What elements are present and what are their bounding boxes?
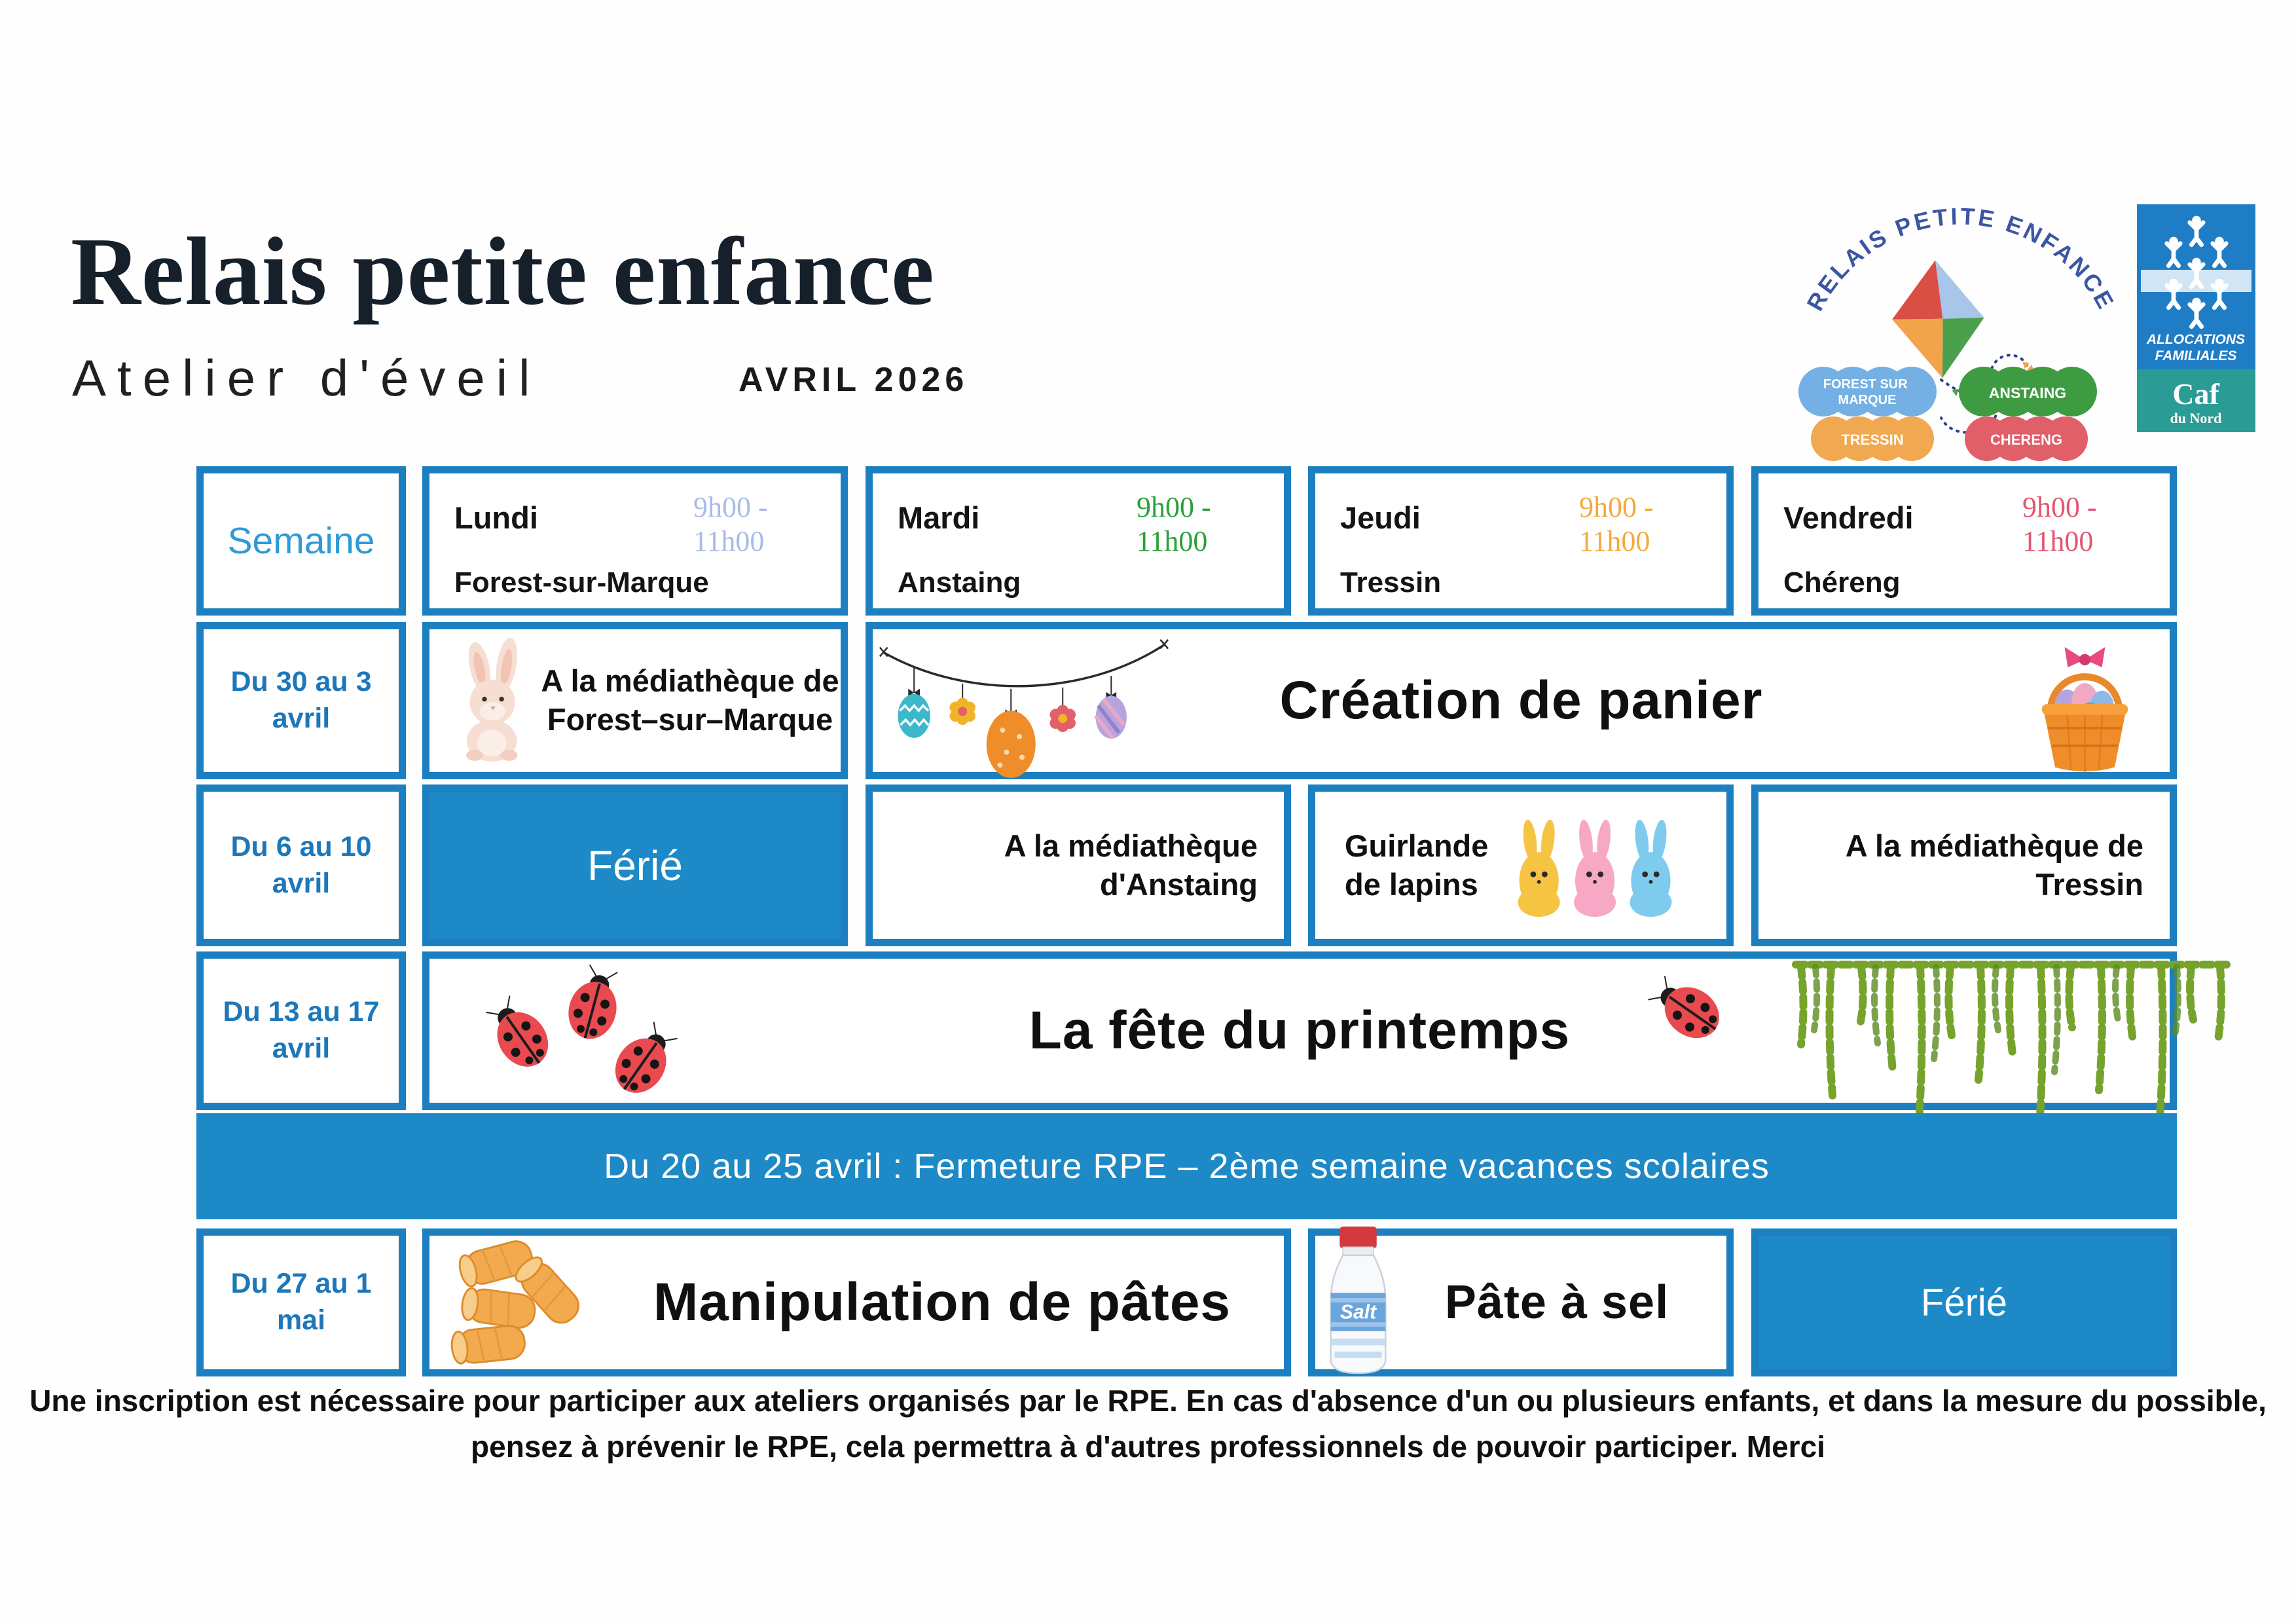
activity-text: Création de panier	[1279, 671, 1763, 730]
hours-line: 9h00 -	[1137, 491, 1211, 523]
closure-banner-text: Du 20 au 25 avril : Fermeture RPE – 2ème semaine vacances scolaires	[604, 1147, 1770, 1186]
ladybugs-icon	[475, 959, 685, 1109]
ladybug-icon	[1644, 964, 1736, 1056]
week-range	[230, 664, 371, 737]
rpe-kite-icon	[1787, 195, 2134, 465]
caf-org-line1: ALLOCATIONS	[2146, 332, 2246, 347]
badge-label: CHERENG	[1990, 432, 2063, 448]
day-location: Anstaing	[898, 566, 1021, 599]
hours-line: 9h00 -	[1579, 491, 1654, 523]
week-cell-2	[196, 784, 406, 946]
activity-manipulation-pates	[422, 1228, 1291, 1376]
activity-line: d'Anstaing	[1100, 866, 1258, 902]
badge-tressin	[1811, 416, 1934, 461]
salt-label: Salt	[1339, 1301, 1377, 1323]
day-name: Lundi	[454, 500, 538, 535]
hours-line: 9h00 -	[2022, 491, 2097, 523]
day-hours	[1579, 490, 1700, 559]
holiday-label: Férié	[1920, 1281, 2008, 1324]
hours-line: 9h00 -	[693, 491, 768, 523]
activity-line: A la médiathèque	[1004, 828, 1258, 863]
salt-bottle-icon	[1322, 1225, 1395, 1378]
week-range	[230, 1266, 371, 1339]
activity-line: A la médiathèque de	[1845, 828, 2143, 863]
peep-bunnies-icon	[1510, 807, 1682, 925]
badge-forest-sur-marque	[1798, 367, 1937, 416]
badge-label: MARQUE	[1838, 393, 1897, 407]
egg-garland-icon	[877, 628, 1171, 780]
caf-name: Caf	[2172, 377, 2219, 411]
week-range-line: Du 13 au 17	[223, 996, 380, 1028]
activity-fete-printemps	[422, 951, 2177, 1110]
badge-label: ANSTAING	[1988, 384, 2067, 401]
page-title: Relais petite enfance	[71, 218, 935, 325]
hours-line: 11h00	[2022, 525, 2094, 557]
week-header-label: Semaine	[227, 520, 375, 562]
activity-text	[1846, 827, 2143, 904]
activity-creation-panier	[866, 622, 2177, 779]
garland-flower-icon	[1049, 705, 1075, 731]
badge-chereng	[1965, 416, 2088, 461]
week-header-cell	[196, 466, 406, 616]
week-cell-1	[196, 622, 406, 779]
week-range-line: avril	[272, 1033, 331, 1064]
caf-org-line2: FAMILIALES	[2155, 348, 2237, 363]
badge-label: FOREST SUR	[1823, 377, 1908, 392]
hours-line: 11h00	[1579, 525, 1650, 557]
activity-line: A la médiathèque de	[541, 663, 839, 699]
day-location: Forest-sur-Marque	[454, 566, 709, 599]
footer-note-line1: Une inscription est nécessaire pour participer aux ateliers organisés par le RPE. En cas d'absence d'un ou plusieurs enfants, et dans la mesure du possible,	[29, 1384, 2267, 1418]
activity-text	[539, 662, 841, 739]
activity-mediatheque-fsm	[422, 622, 848, 779]
week-range-line: Du 30 au 3	[230, 666, 372, 698]
day-name: Vendredi	[1783, 500, 1914, 535]
kite-icon	[1886, 256, 1990, 383]
garland-flower-icon	[949, 698, 975, 725]
holiday-cell-friday	[1751, 1228, 2177, 1376]
activity-line: Guirlande	[1345, 828, 1489, 863]
day-name: Jeudi	[1340, 500, 1421, 535]
easter-basket-icon	[2028, 629, 2142, 781]
day-header-jeudi	[1308, 466, 1734, 616]
week-range-line: Du 27 au 1	[230, 1268, 372, 1300]
activity-line: Tressin	[2035, 866, 2143, 902]
pasta-icon	[440, 1237, 600, 1368]
week-range-line: avril	[272, 867, 331, 899]
day-header-vendredi	[1751, 466, 2177, 616]
week-range-line: avril	[272, 703, 331, 734]
closure-banner	[196, 1113, 2177, 1219]
activity-text	[1004, 827, 1258, 904]
activity-pate-a-sel	[1308, 1228, 1734, 1376]
holiday-label: Férié	[587, 841, 683, 889]
caf-logo	[2136, 204, 2257, 434]
hours-line: 11h00	[1137, 525, 1208, 557]
day-hours	[693, 490, 814, 559]
activity-mediatheque-anstaing	[866, 784, 1291, 946]
caf-region: du Nord	[2170, 410, 2222, 426]
activity-line: Forest–sur–Marque	[547, 702, 833, 737]
activity-line: de lapins	[1345, 866, 1478, 902]
activity-text: Manipulation de pâtes	[653, 1272, 1231, 1332]
bunny-icon	[448, 638, 539, 764]
day-hours	[2022, 490, 2143, 559]
week-range-line: mai	[276, 1304, 326, 1336]
activity-guirlande-lapins	[1308, 784, 1734, 946]
badge-anstaing	[1959, 367, 2097, 416]
day-location: Chéreng	[1783, 566, 1901, 599]
hanging-vines-icon	[1789, 961, 2234, 1137]
day-header-mardi	[866, 466, 1291, 616]
day-hours	[1137, 490, 1258, 559]
badge-label: TRESSIN	[1841, 432, 1904, 448]
day-name: Mardi	[898, 500, 980, 535]
rpe-arc-text: RELAIS PETITE ENFANCE	[1801, 202, 2121, 316]
caf-logo-icon	[2136, 204, 2257, 434]
month-label: AVRIL 2026	[738, 361, 969, 399]
activity-mediatheque-tressin	[1751, 784, 2177, 946]
page-subtitle: Atelier d'éveil	[72, 349, 541, 407]
activity-text: La fête du printemps	[1029, 1001, 1571, 1060]
week-range	[230, 829, 371, 902]
day-header-lundi	[422, 466, 848, 616]
activity-text	[1315, 827, 1488, 904]
rpe-logo	[1787, 195, 2134, 465]
holiday-cell-monday	[422, 784, 848, 946]
week-range	[223, 994, 380, 1067]
week-range-line: Du 6 au 10	[230, 830, 372, 862]
activity-text: Pâte à sel	[1444, 1276, 1669, 1329]
footer-note-line2: pensez à prévenir le RPE, cela permettra à d'autres professionnels de pouvoir participer. Merci	[471, 1430, 1825, 1464]
week-cell-4	[196, 1228, 406, 1376]
day-location: Tressin	[1340, 566, 1442, 599]
hours-line: 11h00	[693, 525, 765, 557]
week-cell-3	[196, 951, 406, 1110]
